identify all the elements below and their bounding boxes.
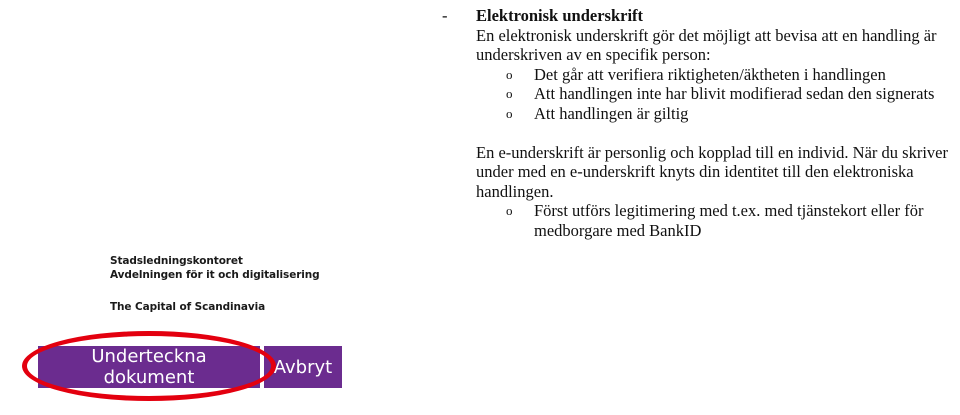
org-department: Stadsledningskontoret — [110, 255, 243, 267]
verification-list — [476, 65, 952, 124]
cancel-button[interactable]: Avbryt — [264, 346, 342, 388]
bullet-icon: o — [506, 66, 513, 82]
org-division: Avdelningen för it och digitalisering — [110, 268, 320, 281]
list-item: o Det går att verifiera riktigheten/äktheten i handlingen — [506, 64, 886, 84]
org-tagline: The Capital of Scandinavia — [110, 301, 266, 313]
identification-list — [476, 201, 952, 240]
organization-info — [110, 255, 320, 315]
personal-signature-paragraph: En e-underskrift är personlig och kopplad till en individ. När du skriver under med en e-underskrift knyts din identitet till den elektroniska handlingen. — [476, 142, 948, 201]
list-dash: - — [442, 6, 448, 25]
intro-paragraph: En elektronisk underskrift gör det möjligt att bevisa att en handling är underskriven av en specifik person: — [476, 25, 937, 64]
bullet-icon: o — [506, 105, 513, 121]
list-item: o Först utförs legitimering med t.ex. med tjänstekort eller för medborgare med BankID — [506, 201, 924, 240]
info-text — [442, 6, 952, 240]
list-item: o Att handlingen inte har blivit modifierad sedan den signerats — [506, 84, 935, 103]
section-heading: Elektronisk underskrift — [476, 6, 644, 25]
bullet-icon: o — [506, 86, 513, 101]
list-item: o Att handlingen är giltig — [506, 103, 689, 123]
sign-document-button[interactable]: Underteckna dokument — [38, 346, 260, 388]
bullet-icon: o — [506, 203, 513, 218]
